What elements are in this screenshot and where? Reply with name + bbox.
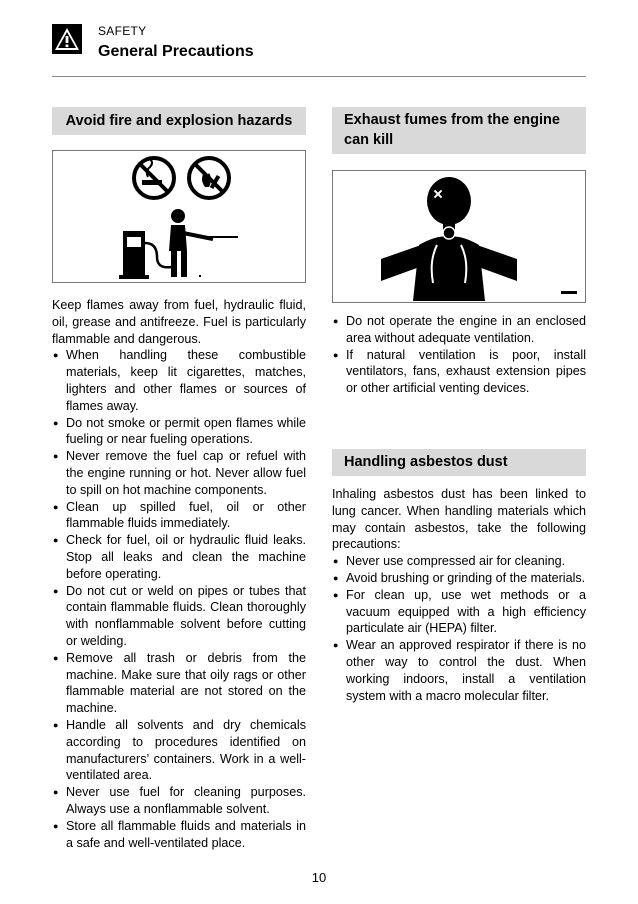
list-item: ● Wear an approved respirator if there is no other way to control the dust. When working indoors, install a ventilation system with a macro molecular filter. — [332, 637, 586, 704]
asbestos-heading: Handling asbestos dust — [332, 449, 586, 476]
exhaust-figure — [332, 170, 586, 303]
fire-hazard-intro: Keep flames away from fuel, hydraulic fluid, oil, grease and antifreeze. Fuel is particularly flammable and dangerous. — [52, 298, 306, 346]
list-item: ● Do not operate the engine in an enclosed area without adequate ventilation. — [332, 313, 586, 347]
list-item: ● Never use fuel for cleaning purposes. Always use a nonflammable solvent. — [52, 784, 306, 818]
list-item: ● If natural ventilation is poor, install ventilators, fans, exhaust extension pipes or other artificial venting devices. — [332, 347, 586, 397]
list-item: ● For clean up, use wet methods or a vacuum equipped with a high efficiency particulate air (HEPA) filter. — [332, 587, 586, 637]
left-column — [52, 107, 306, 851]
list-item: ● Clean up spilled fuel, oil or other flammable fluids immediately. — [52, 499, 306, 533]
exhaust-list — [332, 313, 586, 397]
exhaust-fumes-inhalation-icon — [333, 171, 585, 302]
no-smoking-no-flames-refueling-icon — [53, 151, 305, 282]
list-item: ● Do not smoke or permit open flames while fueling or near fueling operations. — [52, 415, 306, 449]
list-item: ● Avoid brushing or grinding of the materials. — [332, 570, 586, 587]
asbestos-list — [332, 553, 586, 704]
list-item: ● Never remove the fuel cap or refuel with the engine running or hot. Never allow fuel to spill on hot machine components. — [52, 448, 306, 498]
fire-hazard-heading: Avoid fire and explosion hazards — [52, 107, 306, 135]
header-divider — [52, 76, 586, 77]
list-item: ● Handle all solvents and dry chemicals according to procedures identified on manufacturers’ containers. Work in a well-ventilated area. — [52, 717, 306, 784]
page-number: 10 — [311, 870, 327, 885]
list-item: ● Do not cut or weld on pipes or tubes that contain flammable fluids. Clean thoroughly with nonflammable solvent before cutting or welding. — [52, 583, 306, 650]
fire-hazard-figure — [52, 150, 306, 283]
exhaust-heading: Exhaust fumes from the engine can kill — [332, 107, 586, 154]
right-column — [332, 107, 586, 704]
page-title: General Precautions — [98, 43, 254, 60]
list-item: ● Check for fuel, oil or hydraulic fluid leaks. Stop all leaks and clean the machine before operating. — [52, 532, 306, 582]
list-item: ● Remove all trash or debris from the machine. Make sure that oily rags or other flammable material are not stored on the machine. — [52, 650, 306, 717]
fire-hazard-list — [52, 347, 306, 851]
section-label: SAFETY — [98, 24, 147, 38]
warning-triangle-icon — [52, 24, 82, 54]
list-item: ● Store all flammable fluids and materials in a safe and well-ventilated place. — [52, 818, 306, 852]
list-item: ● Never use compressed air for cleaning. — [332, 553, 586, 570]
asbestos-intro: Inhaling asbestos dust has been linked to lung cancer. When handling materials which may contain asbestos, take the following precautions: — [332, 486, 586, 552]
list-item: ● When handling these combustible materials, keep lit cigarettes, matches, lighters and other flames or sources of flames away. — [52, 347, 306, 414]
